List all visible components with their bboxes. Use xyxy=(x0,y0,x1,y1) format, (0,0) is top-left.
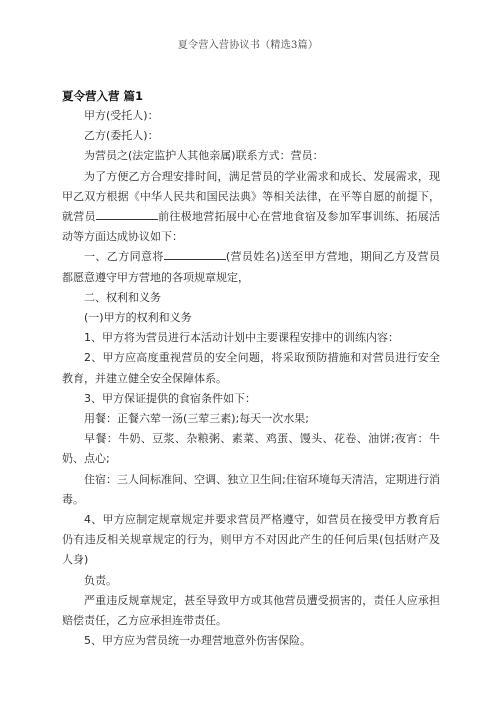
paragraph-party-a: 甲方(受托人)： xyxy=(84,109,159,122)
paragraph-item-5: 5、甲方应为营员统一办理营地意外伤害保险。 xyxy=(84,634,311,648)
document-title: 夏令营入营协议书（精选3篇） xyxy=(177,40,319,51)
section-heading: 夏令营入营 篇1 xyxy=(62,89,144,103)
paragraph-clause-one-after: (营员姓名)送至甲方营地，期间乙方及营员都愿意遵守甲方营地的各项规章规定， xyxy=(62,250,440,284)
paragraph-rights-heading: 二、权利和义务 xyxy=(84,290,161,304)
paragraph-item-3: 3、甲方保证提供的食宿条件如下： xyxy=(84,391,256,405)
paragraph-item-2: 2、甲方应高度重视营员的安全问题，将采取预防措施和对营员进行安全教育，并建立健全安全保障体系。 xyxy=(62,351,440,385)
paragraph-item-1: 1、甲方将为营员进行本活动计划中主要课程安排中的训练内容： xyxy=(84,331,399,345)
paragraph-purpose-before: 为了方便乙方合理安排时间，满足营员的学业需求和成长、发展需求，现甲乙双方根据《中华人民共和国民法典》等相关法律，在平等自愿的前提下，就营员 xyxy=(62,169,440,224)
paragraph-lodging: 住宿：三人间标准间、空调、独立卫生间;住宿环境每天清洁，定期进行消毒。 xyxy=(62,472,440,506)
paragraph-party-a-rights: (一)甲方的权利和义务 xyxy=(84,311,192,325)
paragraph-clause-one-before: 一、乙方同意将 xyxy=(84,250,164,264)
paragraph-meals: 用餐：正餐六荤一汤(三荤三素);每天一次水果; xyxy=(84,412,309,426)
paragraph-clause-one xyxy=(62,247,440,287)
paragraph-purpose xyxy=(62,167,440,248)
camper-name-blank-2 xyxy=(164,248,226,260)
paragraph-responsibility: 负责。 xyxy=(84,573,117,587)
paragraph-purpose-after: 前往极地营拓展中心在营地食宿及参加军事训练、拓展活动等方面达成协议如下： xyxy=(62,210,441,244)
paragraph-party-b: 乙方(委托人)： xyxy=(84,129,159,143)
paragraph-breakfast: 早餐：牛奶、豆浆、杂粮粥、素菜、鸡蛋、馒头、花卷、油饼;夜宵：牛奶、点心; xyxy=(62,432,440,466)
paragraph-item-4: 4、甲方应制定规章规定并要求营员严格遵守，如营员在接受甲方教育后仍有违反相关规章规定的行为，则甲方不对因此产生的任何后果(包括财产及人身) xyxy=(62,513,440,567)
paragraph-guardian-contact: 为营员之(法定监护人其他亲属)联系方式：营员： xyxy=(84,149,324,163)
camper-name-blank xyxy=(96,208,158,220)
document-body xyxy=(62,106,440,651)
paragraph-violation: 严重违反规章规定，甚至导致甲方或其他营员遭受损害的，责任人应承担赔偿责任，乙方应承担连带责任。 xyxy=(62,593,440,628)
